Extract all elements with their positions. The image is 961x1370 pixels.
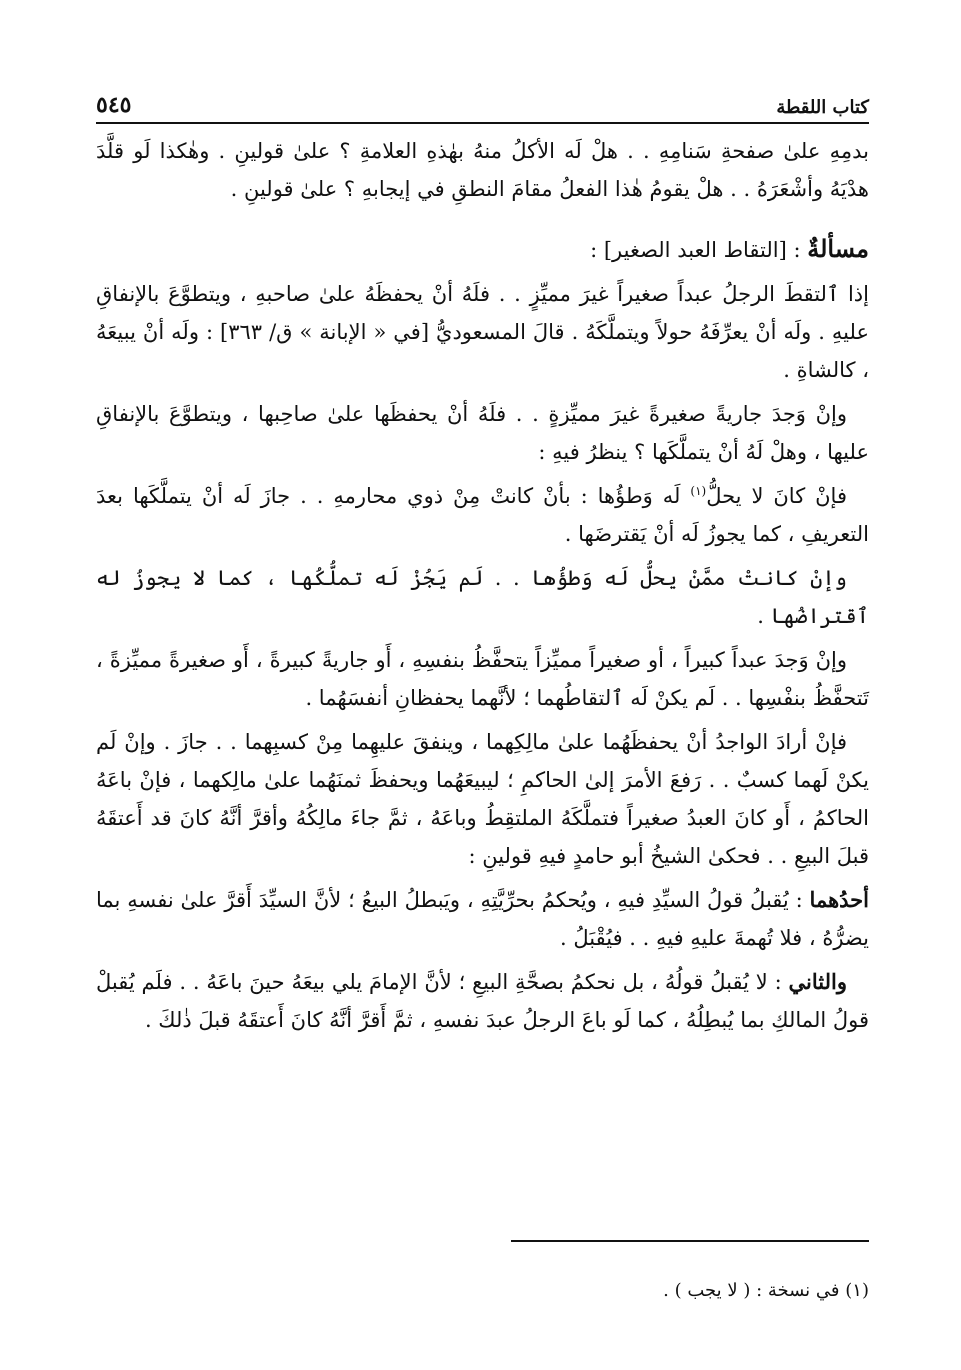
paragraph-9 <box>96 963 869 1039</box>
footnote-divider <box>511 1240 869 1242</box>
masala-label: مسألةٌ <box>807 234 869 263</box>
paragraph-2: إذا ٱلتقطَ الرجلُ عبداً صغيراً غيرَ مميِّزٍ . . فلَهُ أنْ يحفظَهُ علىٰ صاحبهِ ، ويتطوَّعَ بالإنفاقِ عليهِ . ولَه أنْ يعرِّفَهُ حولاً ويتملَّكَهُ . قالَ المسعوديُّ [في « الإبانة » ق/ ٣٦٣] : ولَه أنْ يبيعَهُ ، كالشاةِ . <box>96 282 869 382</box>
page-body <box>96 132 869 1045</box>
paragraph-8 <box>96 881 869 957</box>
footnote-reference[interactable]: (١) <box>690 484 707 498</box>
page-number: ٥٤٥ <box>96 92 132 118</box>
paragraph-3: وإنْ وَجدَ جاريةً صغيرةً غيرَ مميِّزةٍ . . فلَهُ أنْ يحفظَها علىٰ صاحِبها ، ويتطوَّعَ بالإنفاقِ عليها ، وهلْ لَهُ أنْ يتملَّكَها ؟ ينظرُ فيهِ : <box>96 402 869 464</box>
paragraph-7: فإنْ أرادَ الواجدُ أنْ يحفظَهُما علىٰ مالِكِهما ، وينفقَ عليهِما مِنْ كسبِهما . . جازَ . وإنْ لَم يكنْ لَهما كسبٌ . . رَفعَ الأمرَ إلىٰ الحاكمِ ؛ ليبيعَهُما ويحفظَ ثمنَهُما علىٰ مالِكهما ، فإنْ باعَهُ الحاكمُ ، أَو كانَ العبدُ صغيراً فتملَّكَهُ الملتقِطُ وباعَهُ ، ثمَّ جاءَ مالِكُهُ وأقرَّ أنَّهُ كانَ قد أَعتقَهُ قبلَ البيعِ . . فحكىٰ الشيخُ أبو حامدٍ فيهِ قولينِ : <box>96 730 869 868</box>
paragraph-8-label: أحدُهما <box>809 887 869 912</box>
paragraph-4 <box>96 477 869 553</box>
paragraph-5: وإنْ كانتْ ممَّنْ يحلُّ لَه وَطؤُها . . لَم يَجُزْ لَه تملُّكُها ، كما لا يجوزُ له ٱقتراضُها . <box>96 566 869 628</box>
running-title: كتاب اللقطة <box>776 97 869 118</box>
footnote-text: في نسخة : ( لا يجب ) . <box>663 1280 840 1301</box>
page-header <box>96 86 869 124</box>
section-heading <box>96 230 869 269</box>
paragraph-8-text: : يُقبلُ قولُ السيِّدِ فيهِ ، ويُحكمُ بحرِّيَّتِهِ ، ويَبطلُ البيعُ ؛ لأنَّ السيِّدَ أَقرَّ علىٰ نفسهِ بما يضرُّهُ ، فلا تُهمةَ عليهِ فيهِ . . فيُقْبَلُ . <box>96 888 869 950</box>
footnote <box>96 1276 869 1306</box>
paragraph-9-text: : لا يُقبلُ قولُهُ ، بل نحكمُ بصحَّةِ البيعِ ؛ لأنَّ الإمامَ يلي بيعَهُ حينَ باعَهُ . . فلَم يُقبلْ قولُ المالكِ بما يُبطِلُهُ ، كما لَو باعَ الرجلُ عبدَ نفسهِ ، ثمَّ أَقرَّ أنَّهُ كانَ أَعتقَهُ قبلَ ذٰلكَ . <box>96 970 869 1032</box>
paragraph-1: بدمِهِ علىٰ صفحةِ سَنامِهِ . . هلْ لَه الأكلُ منهُ بهٰذهِ العلامةِ ؟ علىٰ قولينِ . وهٰكذا لَو قلَّدَ هدْيَهُ وأشْعَرَهُ . . هلْ يقومُ هٰذا الفعلُ مقامَ النطقِ في إيجابهِ ؟ علىٰ قولينِ . <box>96 139 869 201</box>
paragraph-4-start: فإنْ كانَ لا يحلُّ <box>706 484 847 508</box>
footnote-marker: (١) <box>845 1280 869 1301</box>
masala-title: : [التقاط العبد الصغير] : <box>590 238 808 262</box>
paragraph-9-label: والثاني <box>788 969 847 994</box>
paragraph-6: وإنْ وَجدَ عبداً كبيراً ، أو صغيراً مميِّزاً يتحفَّظُ بنفسِهِ ، أَو جاريةً كبيرةً ، أَو صغيرةً مميِّزةً ، تَتحفَّظُ بنفْسِها . . لَم يكنْ لَه ٱلتقاطُهما ؛ لأنَّهما يحفظانِ أنفسَهُما . <box>96 648 869 710</box>
paragraph-4-end: لَه وَطؤُها : بأنْ كانتْ مِنْ ذوي محارمهِ . . جازَ لَه أنْ يتملَّكَها بعدَ التعريفِ ، كما يجوزُ لَه أنْ يَقترضَها . <box>96 484 869 546</box>
